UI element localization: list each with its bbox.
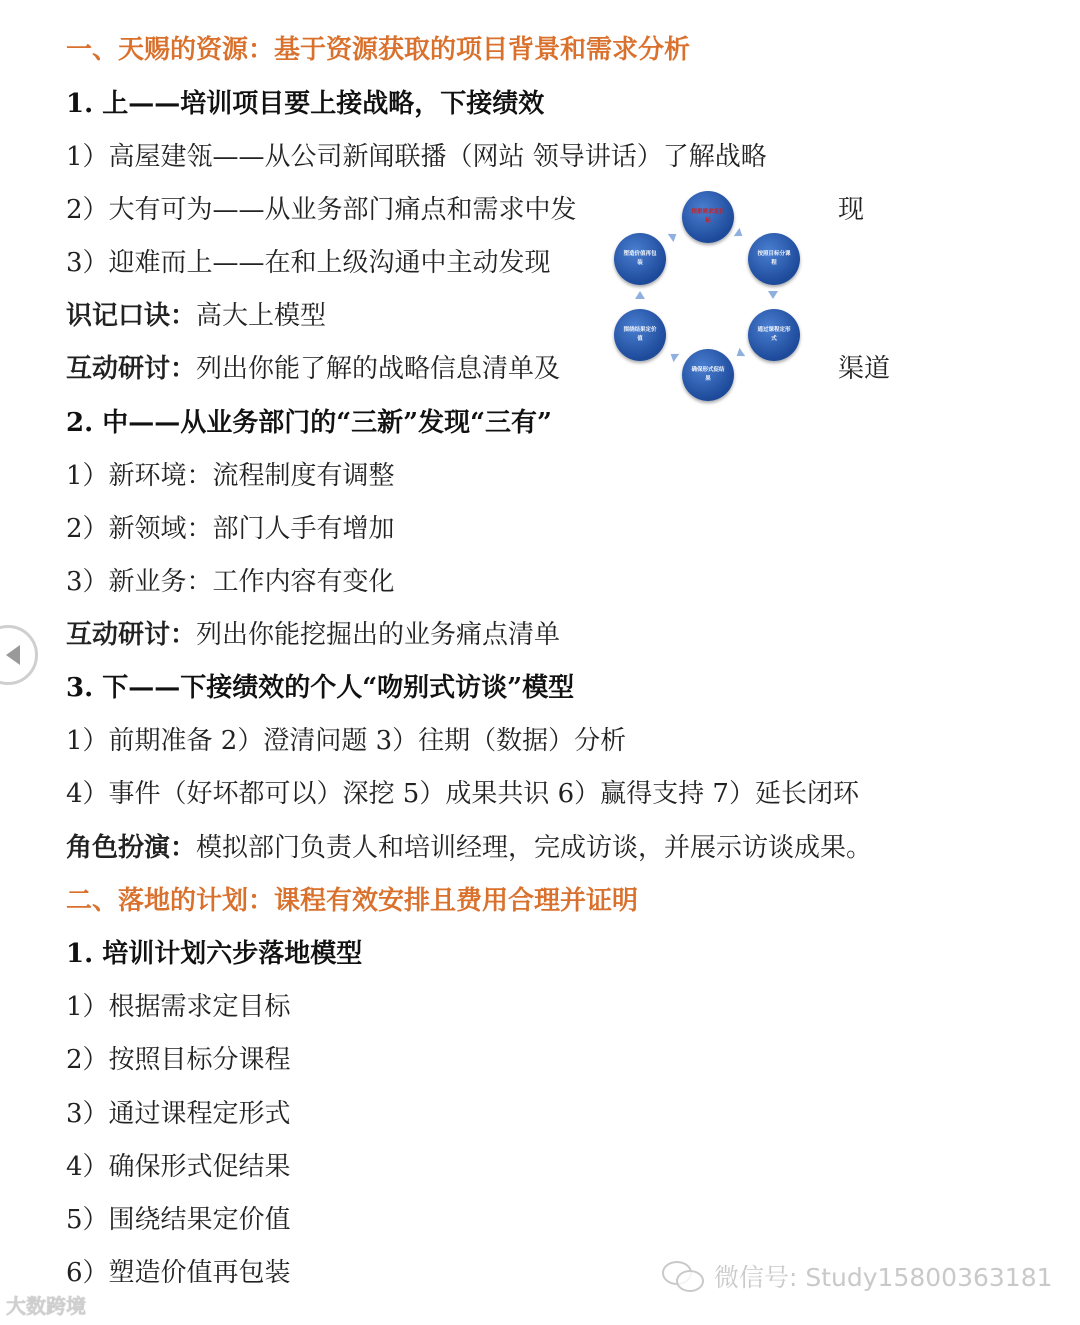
corner-watermark: 大数跨境 bbox=[6, 1294, 86, 1318]
list-item: 4）事件（好坏都可以）深挖 5）成果共识 6）赢得支持 7）延长闭环 bbox=[66, 779, 859, 809]
list-item-tail: 现 bbox=[838, 195, 865, 225]
discussion-line-1 bbox=[66, 353, 560, 385]
discussion-label: 互动研讨： bbox=[66, 354, 197, 384]
arrow-icon bbox=[734, 348, 745, 360]
cycle-diagram bbox=[600, 185, 820, 410]
list-item: 2）新领域：部门人手有增加 bbox=[66, 514, 395, 544]
arrow-icon bbox=[668, 230, 679, 242]
list-item: 3）通过课程定形式 bbox=[66, 1099, 291, 1129]
list-item: 1）前期准备 2）澄清问题 3）往期（数据）分析 bbox=[66, 726, 627, 756]
wechat-id: 微信号: Study15800363181 bbox=[714, 1263, 1053, 1292]
cycle-node-5: 围绕结果定价值 bbox=[614, 309, 666, 361]
heading-1-1: 1. 上——培训项目要上接战略，下接绩效 bbox=[66, 89, 545, 119]
list-item: 2）按照目标分课程 bbox=[66, 1045, 291, 1075]
heading-2-1: 1. 培训计划六步落地模型 bbox=[66, 939, 363, 969]
previous-page-button[interactable] bbox=[0, 625, 38, 685]
section-1-title: 一、天赐的资源：基于资源获取的项目背景和需求分析 bbox=[66, 35, 691, 65]
arrow-icon bbox=[635, 291, 645, 299]
list-item: 5）围绕结果定价值 bbox=[66, 1205, 291, 1235]
list-item: 3）迎难而上——在和上级沟通中主动发现 bbox=[66, 248, 551, 278]
wechat-watermark bbox=[662, 1258, 1053, 1294]
role-play-line bbox=[66, 832, 872, 864]
chevron-left-icon bbox=[6, 645, 20, 665]
list-item: 4）确保形式促结果 bbox=[66, 1152, 291, 1182]
discussion-tail: 渠道 bbox=[838, 354, 891, 384]
arrow-icon bbox=[768, 291, 778, 299]
cycle-node-3: 通过课程定形式 bbox=[748, 309, 800, 361]
arrow-icon bbox=[734, 228, 745, 240]
list-item: 2）大有可为——从业务部门痛点和需求中发 bbox=[66, 195, 577, 225]
arrow-icon bbox=[668, 350, 679, 362]
cycle-node-4: 确保形式促结果 bbox=[682, 349, 734, 401]
list-item: 3）新业务：工作内容有变化 bbox=[66, 567, 395, 597]
role-play-text: 模拟部门负责人和培训经理，完成访谈，并展示访谈成果。 bbox=[196, 833, 873, 863]
section-2-title: 二、落地的计划：课程有效安排且费用合理并证明 bbox=[66, 886, 639, 916]
discussion-label: 互动研讨： bbox=[66, 620, 197, 650]
cycle-node-1: 根据需求定目标 bbox=[682, 191, 734, 243]
list-item: 1）新环境：流程制度有调整 bbox=[66, 461, 395, 491]
heading-1-3: 3. 下——下接绩效的个人“吻别式访谈”模型 bbox=[66, 673, 575, 703]
discussion-text: 列出你能了解的战略信息清单及 bbox=[196, 354, 561, 384]
mnemonic-label: 识记口诀： bbox=[66, 301, 197, 331]
cycle-node-6: 塑造价值再包装 bbox=[614, 233, 666, 285]
mnemonic-line bbox=[66, 300, 326, 332]
cycle-node-2: 按照目标分课程 bbox=[748, 233, 800, 285]
role-play-label: 角色扮演： bbox=[66, 833, 197, 863]
heading-1-2: 2. 中——从业务部门的“三新”发现“三有” bbox=[66, 408, 553, 438]
mnemonic-text: 高大上模型 bbox=[196, 301, 327, 331]
list-item: 6）塑造价值再包装 bbox=[66, 1258, 291, 1288]
list-item: 1）根据需求定目标 bbox=[66, 992, 291, 1022]
list-item: 1）高屋建瓴——从公司新闻联播（网站 领导讲话）了解战略 bbox=[66, 142, 767, 172]
wechat-icon bbox=[662, 1261, 706, 1291]
discussion-text: 列出你能挖掘出的业务痛点清单 bbox=[196, 620, 561, 650]
discussion-line-2 bbox=[66, 619, 560, 651]
